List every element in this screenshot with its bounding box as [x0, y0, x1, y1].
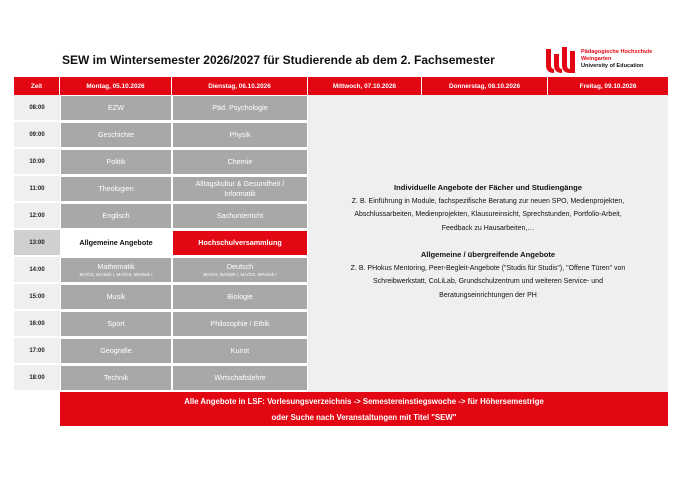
monday-cell: Sport	[60, 311, 172, 337]
info-block-general-title: Allgemeine / übergreifende Angebote	[420, 250, 556, 259]
footer-line-2: oder Suche nach Veranstaltungen mit Titel "SEW"	[271, 412, 457, 422]
tuesday-cell: Päd. Psychologie	[172, 95, 308, 121]
university-logo	[545, 46, 665, 74]
logo-line-1: Pädagogische Hochschule	[581, 49, 653, 55]
info-block-individual	[308, 181, 668, 235]
time-slot: 14:00	[14, 257, 60, 283]
monday-cell: Politik	[60, 149, 172, 175]
tuesday-cell: Alltagskultur & Gesundheit / Informatik	[172, 176, 308, 202]
info-block-general	[308, 248, 668, 302]
info-block-individual-title: Individuelle Angebote der Fächer und Studiengänge	[394, 183, 582, 192]
logo-line-2: Weingarten	[581, 56, 612, 62]
monday-cell: Geografie	[60, 338, 172, 364]
info-line: Z. B. PHokus Mentoring, Peer-Begleit-Angebote ("Studis für Studis"), "Offene Türen" von	[350, 264, 626, 272]
tuesday-cell-deutsch	[172, 257, 308, 283]
monday-cell: Musik	[60, 284, 172, 310]
monday-cell: EZW	[60, 95, 172, 121]
cell-title: Deutsch	[226, 262, 254, 271]
tuesday-cell: Sachunterricht	[172, 203, 308, 229]
footer-banner	[60, 392, 668, 426]
cell-title: Mathematik	[97, 262, 135, 271]
time-slot: 16:00	[14, 311, 60, 337]
time-slot: 08:00	[14, 95, 60, 121]
header-day-tuesday: Dienstag, 06.10.2026	[172, 77, 308, 95]
time-slot: 13:00	[14, 230, 60, 256]
monday-cell: Geschichte	[60, 122, 172, 148]
header-day-wednesday: Mittwoch, 07.10.2026	[308, 77, 422, 95]
time-slot: 09:00	[14, 122, 60, 148]
header-zeit: Zeit	[14, 77, 60, 95]
ph-logo-icon	[545, 46, 579, 74]
tuesday-cell-hochschulversammlung: Hochschulversammlung	[172, 230, 308, 256]
monday-cell: Englisch	[60, 203, 172, 229]
monday-cell: Theologien	[60, 176, 172, 202]
time-slot: 18:00	[14, 365, 60, 391]
info-line: Feedback zu Hausarbeiten,…	[441, 224, 535, 232]
page-title: SEW im Wintersemester 2026/2027 für Studierende ab dem 2. Fachsemester	[62, 53, 495, 67]
logo-line-3: University of Education	[581, 63, 644, 69]
tuesday-cell: Physik	[172, 122, 308, 148]
header-day-friday: Freitag, 09.10.2026	[548, 77, 668, 95]
info-line: Abschlussarbeiten, Medienprojekten, Klausureinsicht, Sprechstunden, Portfolio-Arbeit,	[354, 211, 622, 218]
info-line: Schreibwerkstatt, CoLiLab, Grundschulzentrum und weiteren Service- und	[373, 278, 603, 285]
tuesday-cell: Wirtschaftslehre	[172, 365, 308, 391]
time-slot: 15:00	[14, 284, 60, 310]
tuesday-cell: Philosophie / Ethik	[172, 311, 308, 337]
info-line: Z. B. Einführung in Module, fachspezifische Beratung zur neuen SPO, Medienprojekten,	[351, 197, 625, 205]
cell-subtitle: BA/GS, BA/Sek I, MA/GS, MA/Sek I	[203, 272, 277, 277]
header-day-monday: Montag, 05.10.2026	[60, 77, 172, 95]
time-slot: 11:00	[14, 176, 60, 202]
time-slot: 10:00	[14, 149, 60, 175]
tuesday-cell: Chemie	[172, 149, 308, 175]
info-area	[308, 95, 668, 392]
header-day-thursday: Donnerstag, 08.10.2026	[422, 77, 548, 95]
time-slot: 17:00	[14, 338, 60, 364]
monday-cell: Technik	[60, 365, 172, 391]
cell-subtitle: BA/GS, BA/Sek I, MA/GS, MA/Sek I	[79, 272, 153, 277]
time-slot: 12:00	[14, 203, 60, 229]
tuesday-cell: Biologie	[172, 284, 308, 310]
footer-line-1: Alle Angebote in LSF: Vorlesungsverzeichnis -> Semestereinstiegswoche -> für Höhersemestrige	[184, 397, 544, 406]
monday-cell-mathematik	[60, 257, 172, 283]
info-line: Beratungseinrichtungen der PH	[439, 291, 537, 299]
monday-cell-allgemeine: Allgemeine Angebote	[60, 230, 172, 256]
tuesday-cell: Kunst	[172, 338, 308, 364]
